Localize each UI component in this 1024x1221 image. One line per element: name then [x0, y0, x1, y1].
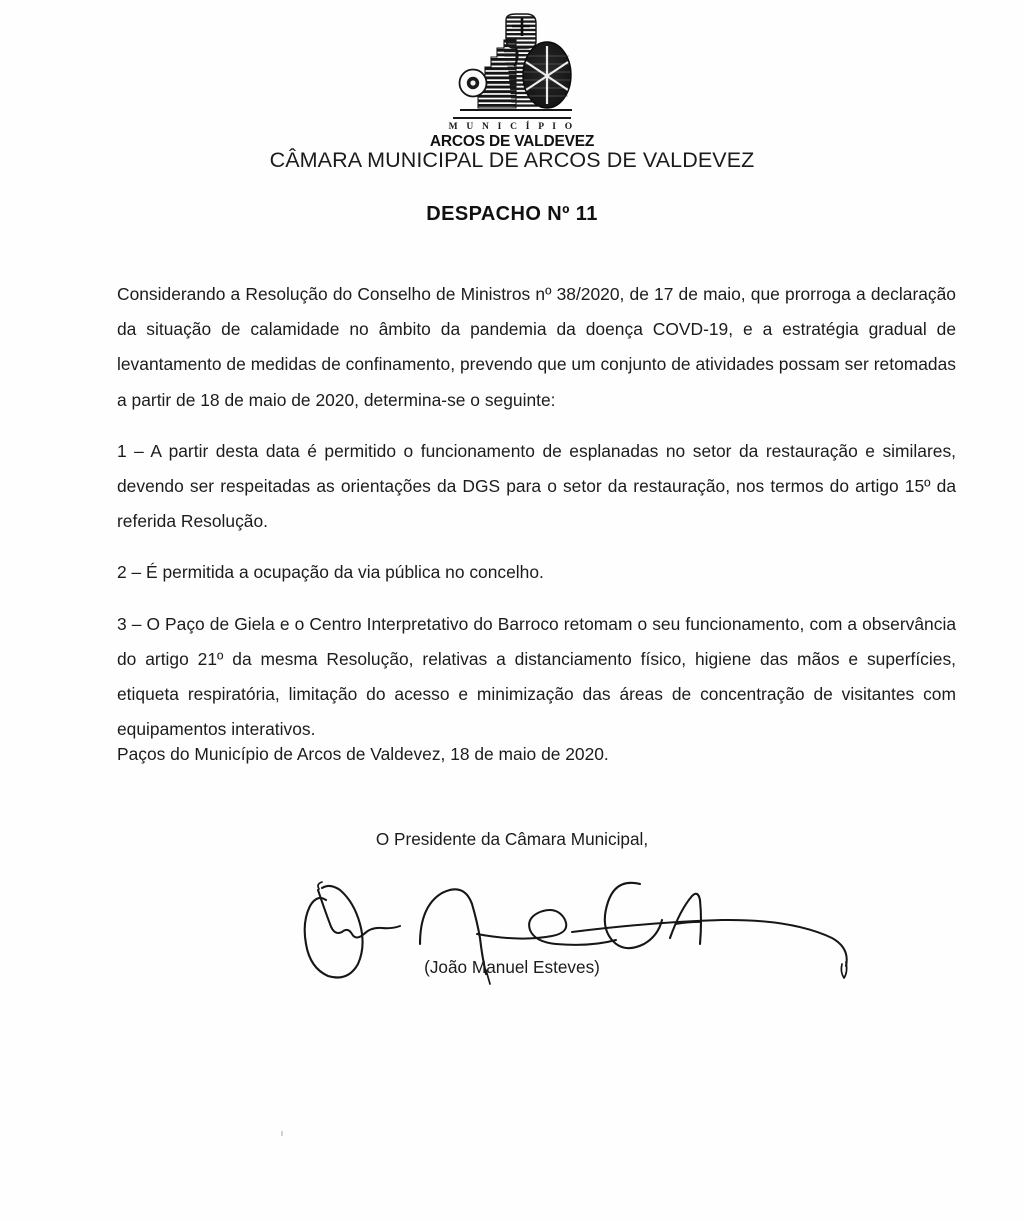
crest-municipality-name: ARCOS DE VALDEVEZ: [429, 133, 595, 150]
signature-role-label: O Presidente da Câmara Municipal,: [375, 829, 649, 849]
crest-municipio-label: M U N I C Í P I O: [448, 122, 576, 132]
paragraph-item-2: 2 – É permitida a ocupação da via pública no concelho.: [117, 562, 544, 583]
organization-title: CÂMARA MUNICIPAL DE ARCOS DE VALDEVEZ: [269, 148, 755, 172]
crest-divider: [453, 117, 571, 119]
signature-signer-name: (João Manuel Esteves): [424, 957, 600, 977]
document-body: [117, 277, 956, 747]
arcos-de-valdevez-municipal-crest-icon: [446, 12, 578, 116]
paragraph-item-1: 1 – A partir desta data é permitido o funcionamento de esplanadas no setor da restauração e similares, devendo ser respeitadas as orientações da DGS para o setor da restauração, nos termos do artigo 15º da referida Resolução.: [117, 440, 956, 532]
paragraph-preamble: Considerando a Resolução do Conselho de Ministros nº 38/2020, de 17 de maio, que prorroga a declaração da situação de calamidade no âmbito da pandemia da doença COVD-19, e a estratégia gradual de levantamento de medidas de confinamento, prevendo que um conjunto de atividades possam ser retomadas a partir de 18 de maio de 2020, determina-se o seguinte:: [117, 284, 956, 410]
document-title: DESPACHO Nº 11: [426, 203, 598, 225]
scan-artifact: [281, 1131, 283, 1136]
closing-place-date-line: Paços do Município de Arcos de Valdevez, 18 de maio de 2020.: [117, 744, 609, 764]
letterhead: [0, 12, 1024, 151]
paragraph-item-3: 3 – O Paço de Giela e o Centro Interpretativo do Barroco retomam o seu funcionamento, com a observância do artigo 21º da mesma Resolução, relativas a distanciamento físico, higiene das mãos e superfícies, etiqueta respiratória, limitação do acesso e minimização das áreas de concentração de visitantes com equipamentos interativos.: [117, 613, 956, 740]
